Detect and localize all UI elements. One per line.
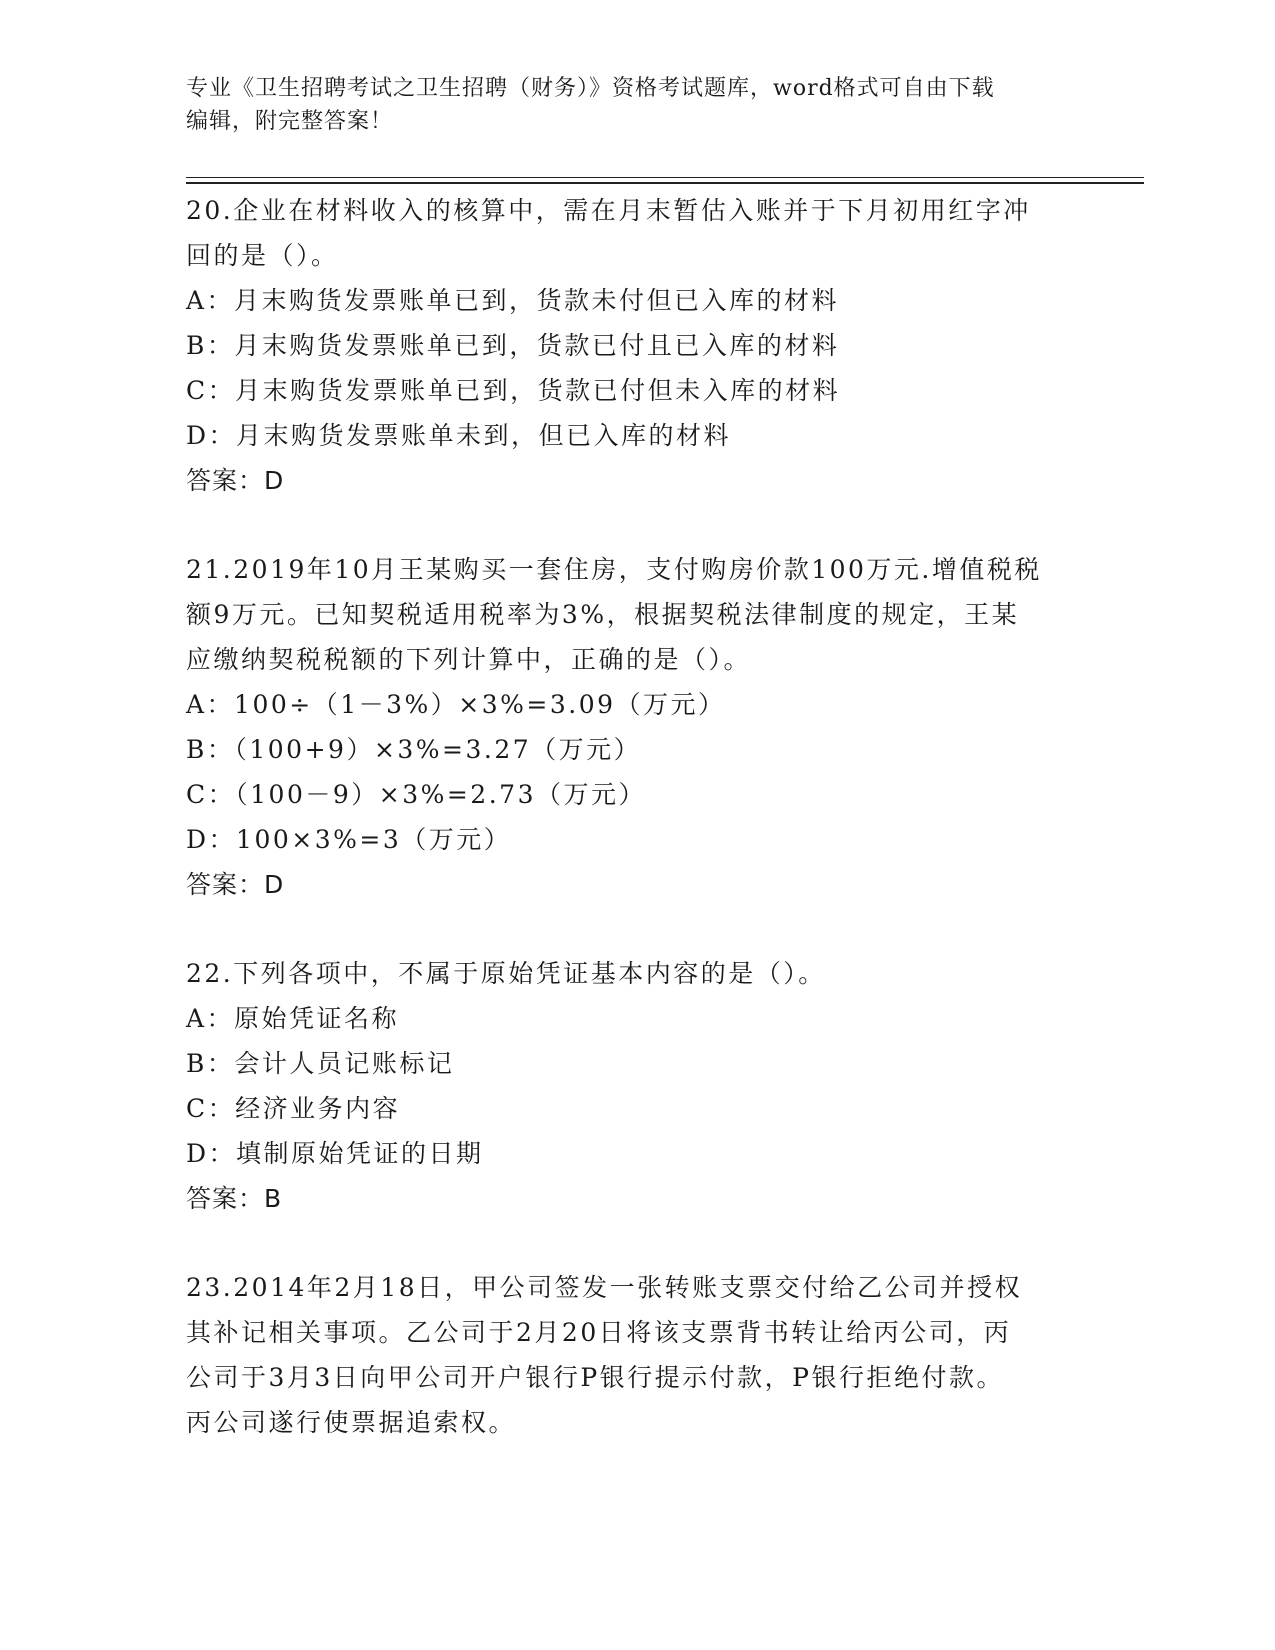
question-stem-line: 22.下列各项中，不属于原始凭证基本内容的是（）。 <box>186 959 826 988</box>
question-stem-line: 23.2014年2月18日，甲公司签发一张转账支票交付给乙公司并授权 <box>186 1273 1023 1302</box>
document-header <box>186 72 1066 138</box>
answer: 答案：D <box>186 466 285 495</box>
option-c: C：经济业务内容 <box>186 1094 401 1123</box>
option-d: D：100×3%=3（万元） <box>186 825 512 854</box>
question-stem-line: 其补记相关事项。乙公司于2月20日将该支票背书转让给丙公司，丙 <box>186 1318 1012 1347</box>
question-23 <box>186 1265 1076 1445</box>
option-b: B：（100+9）×3%=3.27（万元） <box>186 735 642 764</box>
option-a: A：原始凭证名称 <box>186 1004 400 1033</box>
answer: 答案：D <box>186 870 285 899</box>
header-divider-bottom <box>186 182 1144 184</box>
question-stem-line: 公司于3月3日向甲公司开户银行P银行提示付款，P银行拒绝付款。 <box>186 1363 1004 1392</box>
question-list <box>186 188 1076 1445</box>
question-stem-line: 应缴纳契税税额的下列计算中，正确的是（）。 <box>186 645 752 674</box>
option-b: B：会计人员记账标记 <box>186 1049 455 1078</box>
header-line-2: 编辑，附完整答案！ <box>186 109 394 134</box>
option-b: B：月末购货发票账单已到，货款已付且已入库的材料 <box>186 331 840 360</box>
question-stem-line: 20.企业在材料收入的核算中，需在月末暂估入账并于下月初用红字冲 <box>186 196 1031 225</box>
question-22 <box>186 951 1076 1221</box>
option-d: D：月末购货发票账单未到，但已入库的材料 <box>186 421 732 450</box>
option-a: A：100÷（1－3%）×3%=3.09（万元） <box>186 690 726 719</box>
option-c: C：月末购货发票账单已到，货款已付但未入库的材料 <box>186 376 841 405</box>
option-a: A：月末购货发票账单已到，货款未付但已入库的材料 <box>186 286 840 315</box>
question-stem-line: 21.2019年10月王某购买一套住房，支付购房价款100万元.增值税税 <box>186 555 1042 584</box>
question-21 <box>186 547 1076 907</box>
header-divider-top <box>186 177 1144 178</box>
option-d: D：填制原始凭证的日期 <box>186 1139 484 1168</box>
option-c: C：（100－9）×3%=2.73（万元） <box>186 780 646 809</box>
question-stem-line: 丙公司遂行使票据追索权。 <box>186 1408 517 1437</box>
question-20 <box>186 188 1076 503</box>
question-stem-line: 额9万元。已知契税适用税率为3%，根据契税法律制度的规定，王某 <box>186 600 1020 629</box>
header-line-1: 专业《卫生招聘考试之卫生招聘（财务）》资格考试题库，word格式可自由下载 <box>186 76 995 101</box>
answer: 答案：B <box>186 1184 283 1213</box>
question-stem-line: 回的是（）。 <box>186 241 339 270</box>
